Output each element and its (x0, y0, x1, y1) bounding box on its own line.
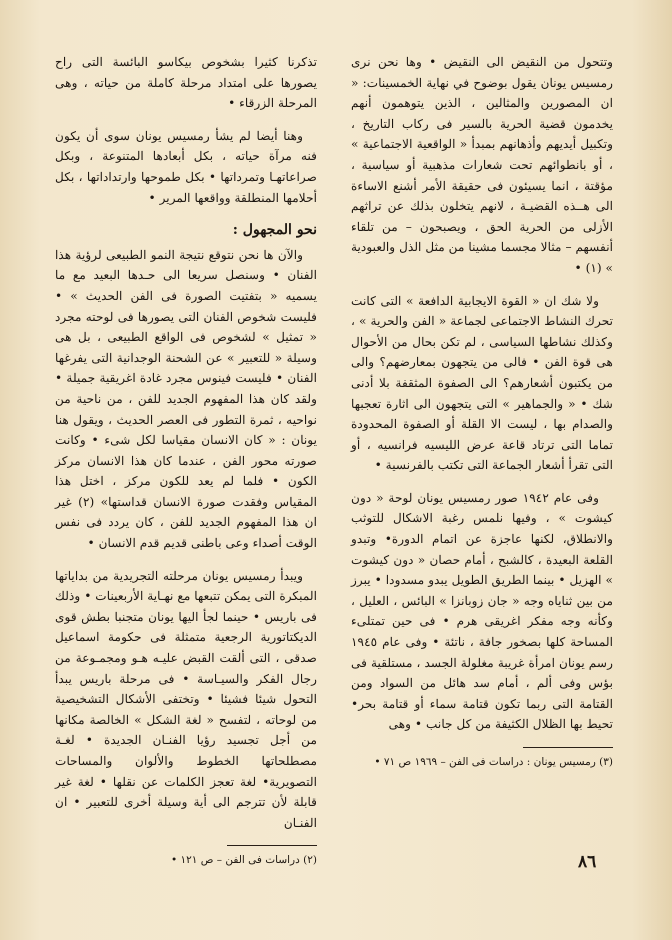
paragraph: وفى عام ١٩٤٢ صور رمسيس يونان لوحة « دون كيشوت » ، وفيها نلمس رغبة الاشكال للتوثب والانطلاق، لكنها عاجزة عن اتمام الدورة• وتبدو القلعة البعيدة ، كالشبح ، أمام حصان « دون كيشوت » الهزيل • بينما الطريق الطويل يبدو مسدودا • يبرز من بين ثناياه وجه « جان زوبانزا » البائس ، العليل ، وكأنه وجه مفكر اغريقى هرم • فى حين تمتلىء المساحة كلها بصخور جافة ، ناتئة • وفى عام ١٩٤٥ رسم يونان امرأة غريبة مغلولة الجسد ، مستلقية فى بؤس وفى ألم ، أمام سد هائل من السواد ومن القتامة التى ربما تكون قتامة سماء أو قتامة بحر• تحيط بها الظلال الكثيفة من كل جانب • وهى (351, 490, 613, 732)
left-column (55, 52, 317, 880)
footnote-divider (227, 845, 317, 846)
paragraph: وتتحول من النقيض الى النقيض • وها نحن نرى رمسيس يونان يقول بوضوح في نهاية الخمسينات: « ان المصورين والمثالين ، الذين يتوهمون أنهم يخدمون قضية الحرية بالسير فى ركاب التاريخ ، وتكبيل أيديهم وأذهانهم بمبدأ « الواقعية الاجتماعية » ، أو بانطوائهم تحت شعارات مذهبية أو سياسية ، مؤقتة ، انما يسيئون فى حقيقة الأمر أشنع الاساءة الى هــذه القضيـة ، لانهم يتخلون بذلك عن تراثهم الأزلى من الحرية الحق ، ويصبحون – من تلقاء أنفسهم – مثالا مجسما مشينا من مثل الذل والعبودية » (١) • (351, 55, 613, 275)
paragraph: ويبدأ رمسيس يونان مرحلته التجريدية من بداياتها المبكرة التى يمكن تتبعها مع نهـاية الأربعينات • وذلك فى باريس • حينما لجأ اليها يونان متجنبا بطش قوى الديكتاتورية الرجعية متمثلة فى حكومة اسماعيل صدقى ، التى ألقت القبض عليـه هـو ومجمـوعة من رجال الفكر والسيـاسة • فى مرحلة باريس يبدأ التحول شيئا فشيئا • وتختفى الأشكال التشخيصية من لوحاته ، لتفسح « لغة الشكل » الخالصة مكانها من أجل تجسيد رؤيا الفنـان الجديدة • لغـة مصطلحاتها الخطوط والألوان والمساحات التصويرية• لغة تعجز الكلمات عن نقلها • لغة غير قابلة لأن تترجم الى أية وسيلة أخرى للتعبير • ان الفنـان (55, 568, 317, 830)
footnote: (٢) دراسات فى الفن – ص ١٢١ • (170, 854, 317, 867)
footnote-divider (523, 747, 613, 748)
page-number: ٨٦ (578, 852, 597, 872)
paragraph: والآن ها نحن نتوقع نتيجة النمو الطبيعى لرؤية هذا الفنان • وسنصل سريعا الى حـدها البعيد مع ما يسميه « بتفتيت الصورة فى الفن الحديث » • فليست شخوص الفنان التى يصورها فى لوحته مجرد « تمثيل » لشخوص فى الواقع الطبيعى ، بل هى وسيلة « للتعبير » عن الشحنة الوجدانية التى يفرغها الفنان • فليست فينوس مجرد غادة اغريقية جميلة • ولقد كان هذا المفهوم الجديد للفن ، من ناحية من نواحيه ، ثمرة التطور فى العصر الحديث ، ويقول هنا يونان : « كان الانسان مقياسا لكل شىء • وكانت صورته محور الفن ، عندما كان هذا الانسان مركز الكون • فلما لم يعد للكون مركز ، اختل هذا المقياس وفقدت صورة الانسان قداستها» (٢) غير ان هذا المفهوم الجديد للفن ، كان يردد فى نفس الوقت أصداء وعى باطنى قديم قدم الانسان • (55, 247, 318, 551)
right-column (351, 52, 613, 782)
section-heading: نحو المجهول : (232, 222, 317, 239)
paragraph: وهنا أيضا لم يشأ رمسيس يونان سوى أن يكون فنه مرآة حياته ، بكل أبعادها المتنوعة ، وبكل صراعاتهـا وتمرداتها • بكل طموحها وارتداداتها ، بكل أحلامها المنطلقة وواقعها المرير • (55, 128, 317, 205)
paragraph: تذكرنا كثيرا بشخوص بيكاسو البائسة التى راح يصورها على امتداد مرحلة كاملة من حياته ، وهى المرحلة الزرقاء • (55, 55, 317, 111)
paragraph: ولا شك ان « القوة الايجابية الدافعة » التى كانت تحرك النشاط الاجتماعى لجماعة « الفن والحرية » ، وكذلك نشاطها السياسى ، لم تكن بحال من الأحوال هى قوة الفن • فالى من يتجهون بمعارضهم؟ والى من يكتبون أشعارهم؟ الى الصفوة المثقفة بلا أدنى شك • « والجماهير » التى يتجهون الى اثارة تعجبها والصدام بها ، ليست الا القلة أو الصفوة المحدودة تماما التى ترتاد قاعة عرض الليسيه فرانسيه ، أو التى تقرأ أشعار الجماعة التى تكتب بالفرنسية • (351, 293, 613, 473)
footnote: (٣) رمسيس يونان : دراسات فى الفن – ١٩٦٩ ص ٧١ • (374, 756, 613, 768)
